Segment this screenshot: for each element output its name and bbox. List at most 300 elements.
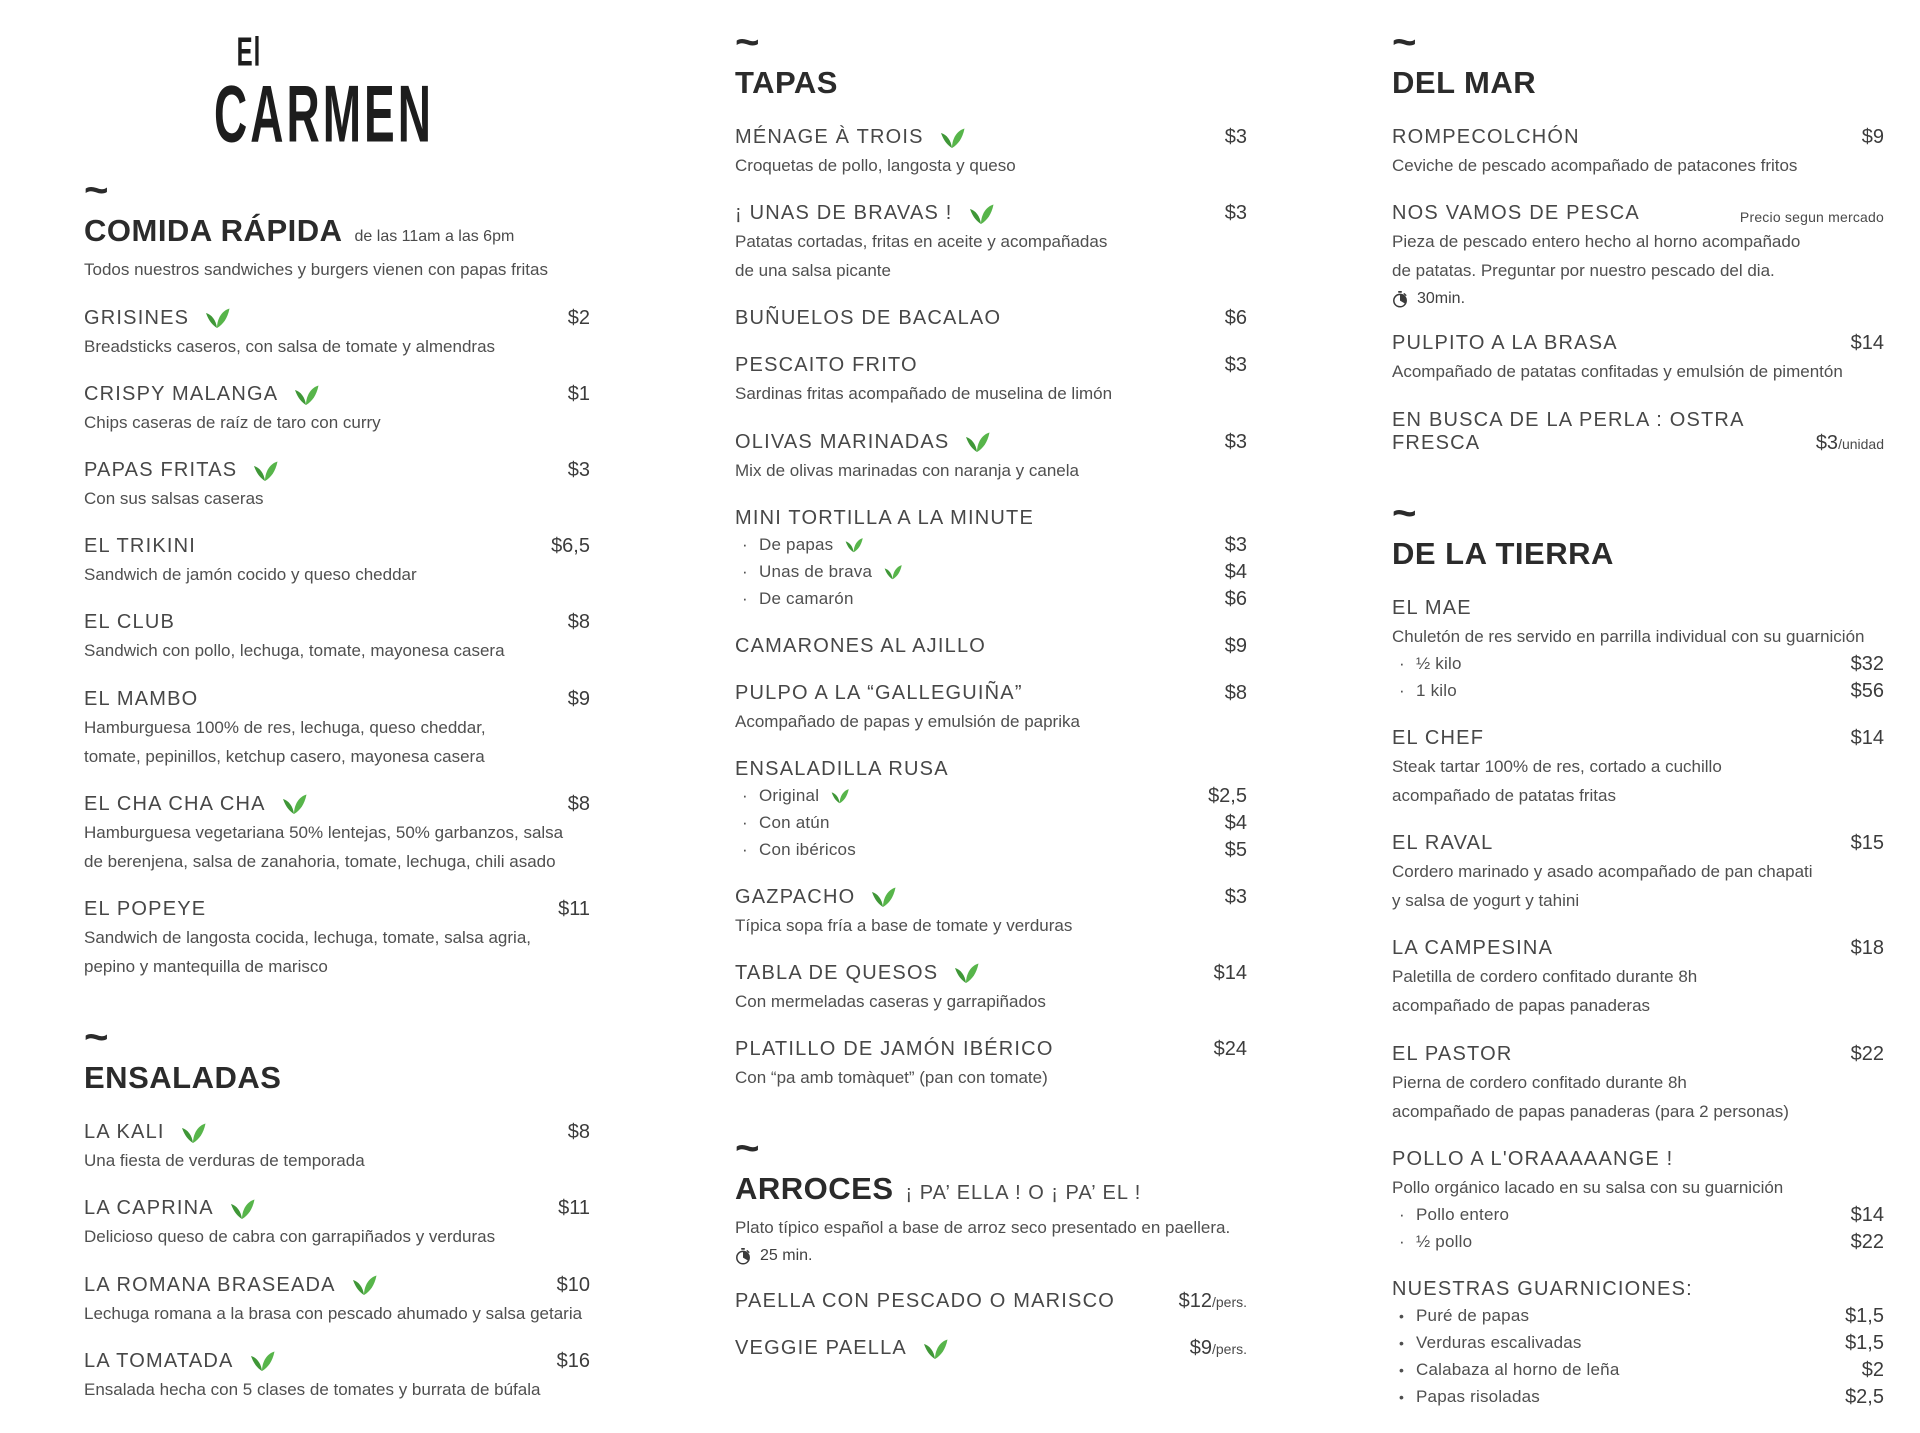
menu-item <box>735 126 1247 178</box>
menu-item-header <box>735 126 1247 149</box>
menu-item-price <box>1214 1038 1247 1061</box>
option-label: ½ kilo <box>1416 654 1462 674</box>
menu-item-description: Pollo orgánico lacado en su salsa con su guarnición <box>1392 1177 1784 1197</box>
section-title-row <box>1392 65 1884 101</box>
menu-item <box>1392 1043 1884 1124</box>
section-items <box>735 126 1247 1090</box>
menu-item-name-wrap <box>735 758 949 781</box>
menu-item-header <box>1392 202 1884 225</box>
menu-item-header <box>1392 727 1884 750</box>
option-bullet: · <box>1399 1232 1405 1252</box>
option-bullet: · <box>742 562 748 582</box>
option-price <box>1225 561 1247 584</box>
option-bullet: • <box>1399 1389 1404 1406</box>
menu-item-description: pepino y mantequilla de marisco <box>84 957 328 977</box>
price-value: $3 <box>1815 431 1839 454</box>
menu-item-name: CAMARONES AL AJILLO <box>735 634 987 657</box>
veggie-icon <box>953 962 980 984</box>
menu-item-header <box>735 758 1247 781</box>
menu-item-description: Hamburguesa 100% de res, lechuga, queso cheddar, <box>84 717 486 737</box>
menu-item-price <box>568 459 590 482</box>
menu-item-description: Hamburguesa vegetariana 50% lentejas, 50% garbanzos, salsa <box>84 822 564 842</box>
price-value: $14 <box>1850 332 1884 355</box>
price-value: $8 <box>1224 681 1247 704</box>
menu-item-description: acompañado de patatas fritas <box>1392 785 1616 805</box>
menu-item <box>84 535 590 587</box>
menu-item-description: Con “pa amb tomàquet” (pan con tomate) <box>735 1068 1048 1088</box>
menu-item-price <box>568 383 590 406</box>
price-value: $9 <box>1189 1337 1212 1360</box>
menu-item-description: acompañado de papas panaderas <box>1392 996 1651 1016</box>
menu-item <box>735 431 1247 483</box>
menu-item-price <box>1214 962 1247 985</box>
menu-item-name: MINI TORTILLA A LA MINUTE <box>735 506 1034 529</box>
menu-item-header <box>1392 832 1884 855</box>
menu-item-header <box>84 535 590 558</box>
menu-item-price <box>1225 126 1247 149</box>
menu-item-price <box>1225 202 1247 225</box>
veggie-icon <box>844 537 864 553</box>
menu-item-description: de una salsa picante <box>735 261 891 281</box>
price-note: Precio segun mercado <box>1739 209 1884 226</box>
option-price <box>1862 1359 1884 1382</box>
menu-column <box>735 18 1247 1433</box>
section-title-row <box>735 1171 1247 1207</box>
menu-item <box>84 1121 590 1173</box>
menu-item-name: PULPO A LA “GALLEGUIÑA” <box>735 681 1023 704</box>
menu-item-price <box>1862 126 1884 149</box>
menu-item-description: Pierna de cordero confitado durante 8h <box>1392 1072 1687 1092</box>
menu-item-name: EL PASTOR <box>1392 1042 1513 1065</box>
menu-item-option <box>735 785 1247 808</box>
price-value: $8 <box>567 611 590 634</box>
menu-item <box>84 898 590 979</box>
menu-item <box>735 307 1247 330</box>
menu-item-name: PLATILLO DE JAMÓN IBÉRICO <box>735 1038 1054 1061</box>
option-label: Con ibéricos <box>759 840 856 860</box>
veggie-icon <box>293 384 320 406</box>
price-value: $11 <box>558 1197 590 1220</box>
menu-item-name: EL CLUB <box>84 611 176 634</box>
price-value: $22 <box>1850 1230 1884 1253</box>
tilde-ornament: ~ <box>84 166 107 213</box>
menu-item-description: Delicioso queso de cabra con garrapiñados y verduras <box>84 1227 496 1247</box>
price-value: $9 <box>567 687 590 710</box>
price-value: $3 <box>567 459 590 482</box>
menu-item-price <box>1225 635 1247 658</box>
menu-section <box>1392 488 1884 1409</box>
menu-item-name: PULPITO A LA BRASA <box>1392 332 1618 355</box>
menu-item-option <box>1392 1386 1884 1409</box>
menu-item-option <box>735 561 1247 584</box>
price-value: $11 <box>558 898 590 921</box>
menu-item-description: Lechuga romana a la brasa con pescado ahumado y salsa getaria <box>84 1303 583 1323</box>
menu-item-header <box>735 1038 1247 1061</box>
menu-item-header <box>735 682 1247 705</box>
price-value: $16 <box>556 1349 590 1372</box>
menu-item-name-wrap <box>1392 937 1553 960</box>
menu-item-price <box>558 898 590 921</box>
menu-item <box>1392 832 1884 913</box>
price-value: $14 <box>1850 1203 1884 1226</box>
menu-item-option <box>735 839 1247 862</box>
menu-item-name: PESCAITO FRITO <box>735 354 918 377</box>
price-unit-suffix: /pers. <box>1211 1341 1247 1358</box>
menu-item <box>1392 332 1884 384</box>
restaurant-logo <box>84 30 564 159</box>
section-items <box>84 307 590 979</box>
section-items <box>735 1290 1247 1360</box>
menu-item-header <box>735 354 1247 377</box>
menu-item-header <box>84 793 590 816</box>
menu-item <box>735 507 1247 611</box>
price-value: $2 <box>1861 1358 1884 1381</box>
menu-item-header <box>735 1290 1247 1313</box>
price-value: $4 <box>1224 560 1247 583</box>
menu-item-option <box>735 812 1247 835</box>
option-bullet: · <box>1399 681 1405 701</box>
price-value: $9 <box>1861 126 1884 149</box>
menu-item <box>735 886 1247 938</box>
menu-item-price <box>1851 1043 1884 1066</box>
menu-item-header <box>1392 332 1884 355</box>
menu-item-name-wrap <box>1392 202 1640 225</box>
menu-item-description: Con mermeladas caseras y garrapiñados <box>735 991 1046 1011</box>
menu-item-name-wrap <box>84 307 231 330</box>
price-value: $6 <box>1224 587 1247 610</box>
price-value: $4 <box>1224 811 1247 834</box>
menu-item-description: Croquetas de pollo, langosta y queso <box>735 156 1016 176</box>
menu-item-description: Paletilla de cordero confitado durante 8h <box>1392 967 1698 987</box>
price-value: $8 <box>567 1121 590 1144</box>
menu-item <box>735 202 1247 283</box>
menu-item-price <box>568 611 590 634</box>
option-label: Puré de papas <box>1416 1306 1530 1326</box>
menu-item-option <box>1392 1204 1884 1227</box>
tilde-ornament: ~ <box>735 18 758 65</box>
option-price <box>1851 1204 1884 1227</box>
menu-item-description: Sandwich de langosta cocida, lechuga, tomate, salsa agria, <box>84 928 531 948</box>
menu-item-description: Cordero marinado y asado acompañado de pan chapati <box>1392 862 1813 882</box>
price-value: $12 <box>1178 1290 1212 1313</box>
veggie-icon <box>252 460 279 482</box>
menu-item-price <box>551 535 590 558</box>
menu-item-price <box>557 1274 590 1297</box>
menu-item-description: Ensalada hecha con 5 clases de tomates y burrata de búfala <box>84 1379 541 1399</box>
menu-item-price <box>1179 1290 1247 1313</box>
menu-item-description: Chips caseras de raíz de taro con curry <box>84 413 381 433</box>
option-label: Papas risoladas <box>1416 1387 1540 1407</box>
menu-item-price <box>557 1350 590 1373</box>
menu-item-name: EL POPEYE <box>84 898 207 921</box>
menu-item-name: EL CHEF <box>1392 726 1485 749</box>
menu-item-price <box>1225 431 1247 454</box>
menu-item-description: Pieza de pescado entero hecho al horno acompañado <box>1392 232 1801 252</box>
price-value: $3 <box>1224 202 1247 225</box>
menu-item <box>84 611 590 663</box>
menu-item-name: CRISPY MALANGA <box>84 383 279 406</box>
option-label: Verduras escalivadas <box>1416 1333 1582 1353</box>
menu-item-name: OLIVAS MARINADAS <box>735 430 950 453</box>
menu-item-header <box>84 1274 590 1297</box>
veggie-icon <box>870 886 897 908</box>
menu-item-name: VEGGIE PAELLA <box>735 1337 907 1360</box>
price-value: $2 <box>567 306 590 329</box>
option-bullet: • <box>1399 1308 1404 1325</box>
menu-item-name-wrap <box>84 611 175 634</box>
price-value: $18 <box>1850 937 1884 960</box>
price-value: $2,5 <box>1845 1385 1884 1408</box>
menu-item-description: acompañado de papas panaderas (para 2 personas) <box>1392 1101 1789 1121</box>
veggie-icon <box>281 793 308 815</box>
menu-item-price <box>1225 682 1247 705</box>
price-value: $2,5 <box>1208 784 1247 807</box>
menu-item-name: LA TOMATADA <box>84 1349 234 1372</box>
menu-item-name-wrap <box>1392 1148 1673 1171</box>
menu-item-option <box>1392 1332 1884 1355</box>
menu-item-name: TABLA DE QUESOS <box>735 961 939 984</box>
menu-item-name: PAELLA CON PESCADO O MARISCO <box>735 1290 1115 1313</box>
menu-item-name: EN BUSCA DE LA PERLA : OSTRA FRESCA <box>1392 408 1744 454</box>
menu-item-name-wrap <box>84 898 206 921</box>
menu-item-name-wrap <box>735 635 986 658</box>
menu-section <box>84 166 590 979</box>
menu-item-name: GAZPACHO <box>735 885 856 908</box>
menu-item-header <box>735 307 1247 330</box>
veggie-icon <box>968 203 995 225</box>
stopwatch-icon <box>1392 291 1408 308</box>
menu-section <box>735 1124 1247 1360</box>
menu-item-name: NUESTRAS GUARNICIONES: <box>1392 1277 1693 1300</box>
option-bullet: · <box>742 813 748 833</box>
option-price <box>1225 588 1247 611</box>
option-price <box>1845 1305 1884 1328</box>
prep-time-label: 30min. <box>1417 290 1466 308</box>
menu-item <box>1392 409 1884 455</box>
prep-time-label: 25 min. <box>760 1247 813 1265</box>
price-value: $14 <box>1213 961 1247 984</box>
menu-item-header <box>84 459 590 482</box>
option-price <box>1225 812 1247 835</box>
price-value: $10 <box>556 1273 590 1296</box>
menu-item <box>735 962 1247 1014</box>
menu-item-description: Chuletón de res servido en parrilla individual con su guarnición <box>1392 626 1865 646</box>
menu-item-header <box>84 898 590 921</box>
menu-item-name: ¡ UNAS DE BRAVAS ! <box>735 202 953 225</box>
option-bullet: · <box>742 535 748 555</box>
veggie-icon <box>830 788 850 804</box>
menu-item-name: LA CAMPESINA <box>1392 937 1554 960</box>
menu-item-header <box>735 507 1247 530</box>
menu-item-name-wrap <box>735 1038 1054 1061</box>
menu-item-description: Acompañado de papas y emulsión de paprika <box>735 711 1080 731</box>
logo-text-el: El <box>236 30 262 76</box>
menu-item-header <box>84 383 590 406</box>
section-title-row <box>735 65 1247 101</box>
option-label: De papas <box>759 535 834 555</box>
menu-item-header <box>84 611 590 634</box>
menu-item <box>735 1337 1247 1360</box>
menu-item-name-wrap <box>1392 1043 1512 1066</box>
menu-section <box>1392 18 1884 455</box>
menu-column <box>1392 18 1884 1433</box>
tilde-ornament: ~ <box>1392 18 1415 65</box>
option-price <box>1225 534 1247 557</box>
menu-item-option <box>1392 680 1884 703</box>
option-price <box>1225 839 1247 862</box>
menu-item-header <box>84 1197 590 1220</box>
option-bullet: · <box>742 589 748 609</box>
section-items <box>84 1121 590 1402</box>
option-label: Original <box>759 786 820 806</box>
menu-item-name-wrap <box>1392 126 1580 149</box>
menu-item-name: ROMPECOLCHÓN <box>1392 126 1580 149</box>
logo-text-carmen: CARMEN <box>214 67 434 159</box>
menu-item-option <box>1392 1305 1884 1328</box>
menu-item-name-wrap <box>1392 832 1494 855</box>
menu-item-description: Sandwich de jamón cocido y queso cheddar <box>84 565 417 585</box>
menu-item-header <box>1392 597 1884 620</box>
price-value: $15 <box>1850 832 1884 855</box>
price-value: $3 <box>1224 354 1247 377</box>
veggie-icon <box>180 1122 207 1144</box>
menu-item <box>84 459 590 511</box>
menu-item-header <box>735 202 1247 225</box>
menu-item-description: y salsa de yogurt y tahini <box>1392 891 1580 911</box>
price-value: $5 <box>1224 838 1247 861</box>
menu-item-header <box>84 307 590 330</box>
menu-item-name: GRISINES <box>84 306 190 329</box>
section-title-row <box>84 213 590 249</box>
menu-section <box>735 18 1247 1090</box>
menu-item-name-wrap <box>84 1274 378 1297</box>
price-value: $1,5 <box>1845 1304 1884 1327</box>
menu-item-name-wrap <box>1392 597 1472 620</box>
price-value: $24 <box>1213 1038 1247 1061</box>
menu-item-name-wrap <box>1392 1278 1693 1301</box>
option-label: 1 kilo <box>1416 681 1457 701</box>
menu-item-option <box>735 534 1247 557</box>
section-title-row <box>1392 536 1884 572</box>
option-price <box>1851 1231 1884 1254</box>
section-title: TAPAS <box>735 65 838 101</box>
menu-item-name-wrap <box>735 962 980 985</box>
menu-item <box>1392 126 1884 178</box>
menu-item-name: POLLO A L'ORAAAAANGE ! <box>1392 1147 1674 1170</box>
option-price <box>1845 1332 1884 1355</box>
menu-item-name: LA CAPRINA <box>84 1197 214 1220</box>
menu-item-name-wrap <box>735 126 966 149</box>
menu-item-name: LA KALI <box>84 1121 165 1144</box>
menu-item <box>1392 727 1884 808</box>
veggie-icon <box>229 1198 256 1220</box>
menu-item-name: EL MAE <box>1392 596 1472 619</box>
option-price <box>1845 1386 1884 1409</box>
tilde-ornament: ~ <box>735 1124 758 1172</box>
menu-item-description: Sardinas fritas acompañado de muselina de limón <box>735 384 1113 404</box>
menu-item-header <box>735 431 1247 454</box>
menu-item-description: Ceviche de pescado acompañado de patacones fritos <box>1392 156 1798 176</box>
menu-item <box>84 688 590 769</box>
menu-item-name-wrap <box>735 507 1034 530</box>
menu-item-option <box>1392 653 1884 676</box>
menu-item-name-wrap <box>84 383 320 406</box>
menu-item-name: EL CHA CHA CHA <box>84 792 266 815</box>
menu-item-header <box>1392 1148 1884 1171</box>
option-label: Unas de brava <box>759 562 873 582</box>
menu-item-header <box>735 886 1247 909</box>
price-value: $6 <box>1224 307 1247 330</box>
menu-item-name-wrap <box>1392 727 1484 750</box>
tilde-ornament: ~ <box>1392 488 1415 536</box>
menu-item-description: Acompañado de patatas confitadas y emulsión de pimentón <box>1392 362 1843 382</box>
price-value: $6,5 <box>551 535 590 558</box>
section-title-suffix: de las 11am a las 6pm <box>354 228 515 246</box>
menu-item-description: de berenjena, salsa de zanahoria, tomate, lechuga, chili asado <box>84 851 556 871</box>
menu-item-name: PAPAS FRITAS <box>84 459 238 482</box>
section-title-row <box>84 1060 590 1096</box>
menu-item-name-wrap <box>735 431 991 454</box>
menu-item-name-wrap <box>735 1290 1115 1313</box>
menu-item-header <box>1392 1043 1884 1066</box>
option-price <box>1851 653 1884 676</box>
menu-item-name: BUÑUELOS DE BACALAO <box>735 307 1002 330</box>
menu-item <box>735 1038 1247 1090</box>
menu-item <box>735 682 1247 734</box>
menu-item-description: Con sus salsas caseras <box>84 489 264 509</box>
prep-time <box>735 1247 1247 1265</box>
menu-item-name-wrap <box>735 307 1001 330</box>
menu-item <box>84 1274 590 1326</box>
option-bullet: • <box>1399 1362 1404 1379</box>
menu-item-option <box>735 588 1247 611</box>
option-label: De camarón <box>759 589 854 609</box>
menu-item <box>84 383 590 435</box>
menu-item-name-wrap <box>735 886 897 909</box>
veggie-icon <box>922 1338 949 1360</box>
menu-item-name: EL MAMBO <box>84 687 199 710</box>
menu-item-price <box>1816 432 1884 455</box>
menu-item-header <box>84 688 590 711</box>
menu-item-price <box>1851 937 1884 960</box>
menu-item-price <box>568 1121 590 1144</box>
menu-section <box>84 1013 590 1402</box>
menu-item-description: Sandwich con pollo, lechuga, tomate, mayonesa casera <box>84 641 505 661</box>
option-label: Con atún <box>759 813 830 833</box>
menu-item <box>1392 202 1884 308</box>
veggie-icon <box>204 307 231 329</box>
menu-item-name-wrap <box>84 1197 256 1220</box>
price-value: $3 <box>1224 885 1247 908</box>
menu-item-name-wrap <box>84 535 196 558</box>
menu-item-price <box>568 793 590 816</box>
menu-item <box>84 793 590 874</box>
price-value: $9 <box>1224 634 1247 657</box>
section-items <box>1392 126 1884 455</box>
menu-item-price <box>1225 886 1247 909</box>
price-value: $1,5 <box>1845 1331 1884 1354</box>
menu-item-price <box>1190 1337 1247 1360</box>
option-bullet: · <box>1399 654 1405 674</box>
price-value: $56 <box>1850 679 1884 702</box>
menu-item <box>84 1197 590 1249</box>
section-title: COMIDA RÁPIDA <box>84 213 343 249</box>
veggie-icon <box>351 1274 378 1296</box>
option-label: Pollo entero <box>1416 1205 1510 1225</box>
menu-item-name: LA ROMANA BRASEADA <box>84 1273 336 1296</box>
menu-item-name-wrap <box>84 688 198 711</box>
veggie-icon <box>883 564 903 580</box>
